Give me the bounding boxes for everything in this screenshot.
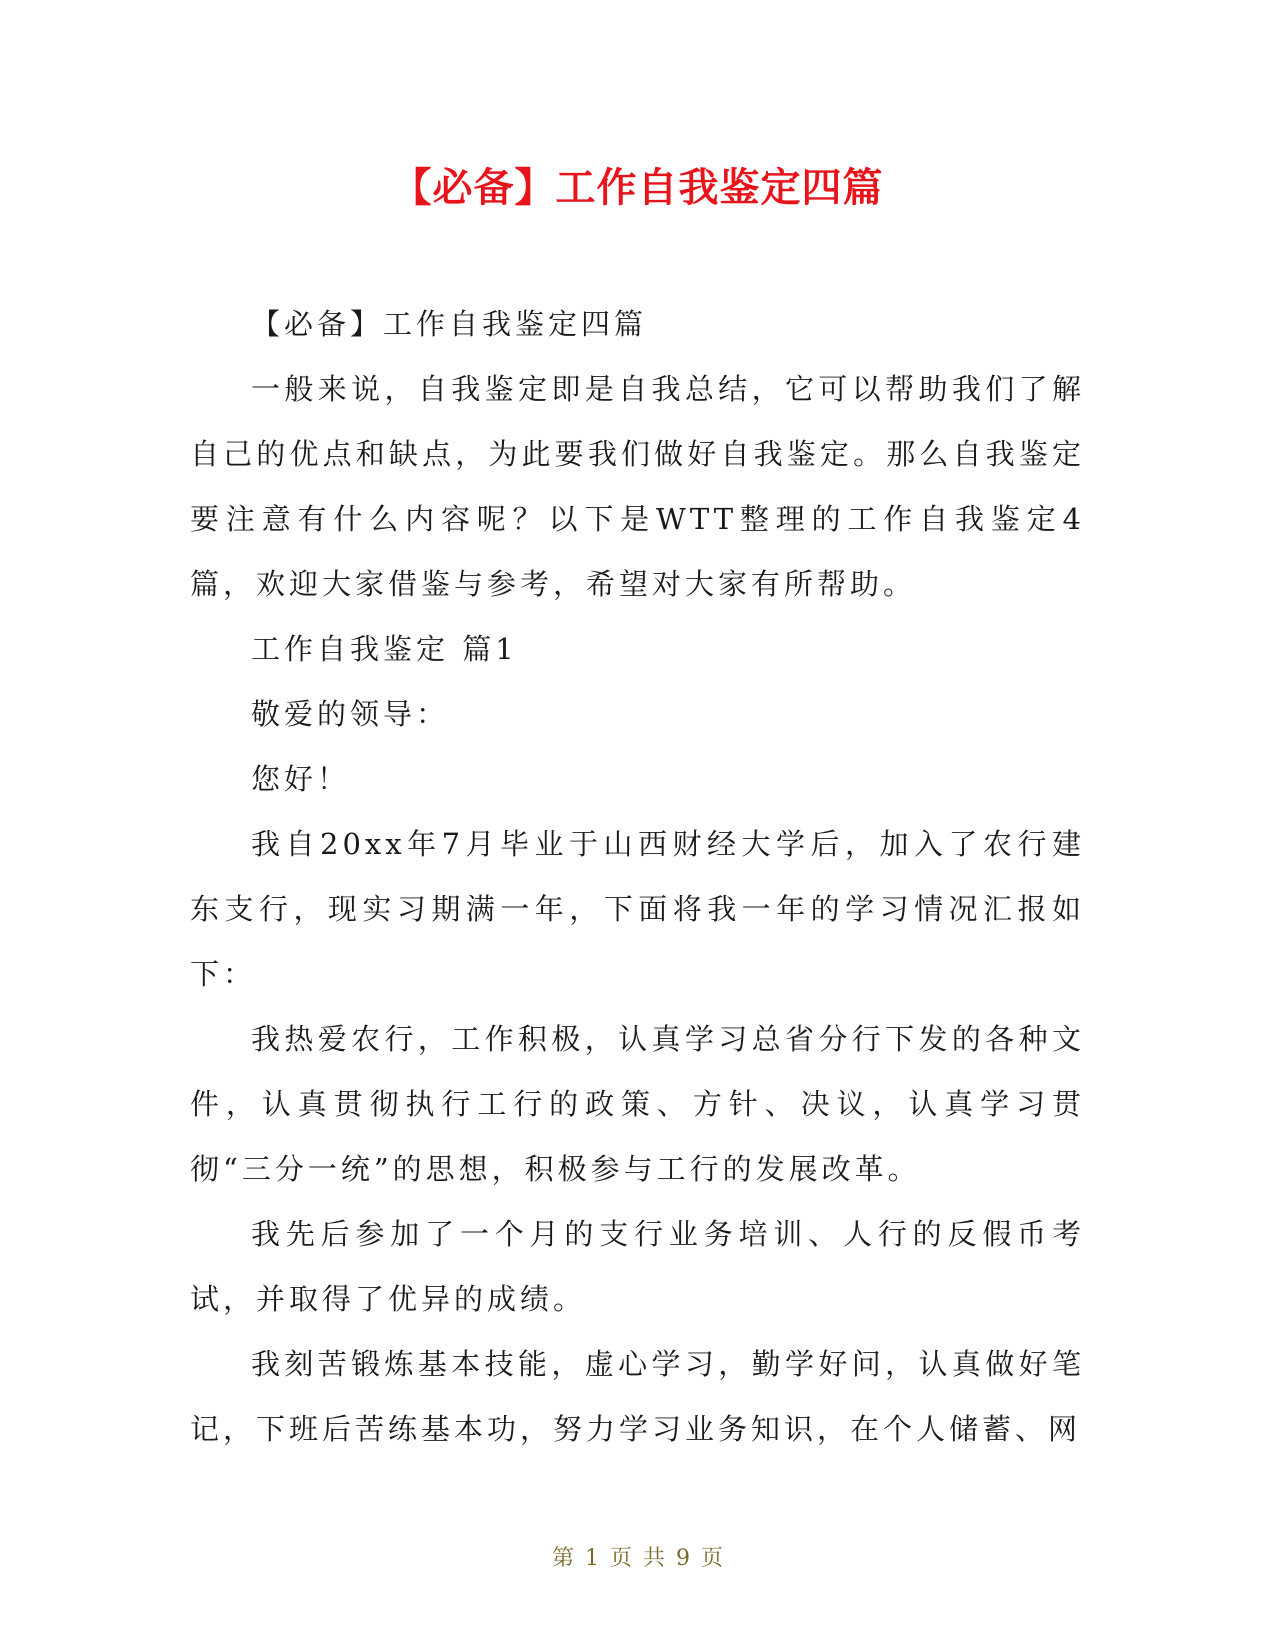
paragraph-body: 我热爱农行，工作积极，认真学习总省分行下发的各种文件，认真贯彻执行工行的政策、方针、决议，认真学习贯彻“三分一统”的思想，积极参与工行的发展改革。	[190, 1022, 1085, 1186]
paragraph-greeting: 您好！	[251, 762, 351, 796]
paragraph-section-heading: 工作自我鉴定 篇1	[251, 632, 518, 666]
page-title: 【必备】工作自我鉴定四篇	[391, 165, 884, 211]
paragraph-salutation: 敬爱的领导：	[251, 697, 450, 731]
paragraph-body: 我自20xx年7月毕业于山西财经大学后，加入了农行建东支行，现实习期满一年，下面将我一年的学习情况汇报如下：	[190, 827, 1085, 991]
paragraph-body: 我刻苦锻炼基本技能，虚心学习，勤学好问，认真做好笔记，下班后苦练基本功，努力学习业务知识，在个人储蓄、网	[190, 1347, 1085, 1446]
paragraph-subtitle: 【必备】工作自我鉴定四篇	[251, 307, 648, 341]
paragraph-intro: 一般来说，自我鉴定即是自我总结，它可以帮助我们了解自己的优点和缺点，为此要我们做好自我鉴定。那么自我鉴定要注意有什么内容呢？以下是WTT整理的工作自我鉴定4篇，欢迎大家借鉴与参考，希望对大家有所帮助。	[190, 372, 1085, 601]
document-body	[190, 292, 1085, 1462]
paragraph-body: 我先后参加了一个月的支行业务培训、人行的反假币考试，并取得了优异的成绩。	[190, 1217, 1085, 1316]
page-number-footer: 第 1 页 共 9 页	[552, 1546, 723, 1571]
